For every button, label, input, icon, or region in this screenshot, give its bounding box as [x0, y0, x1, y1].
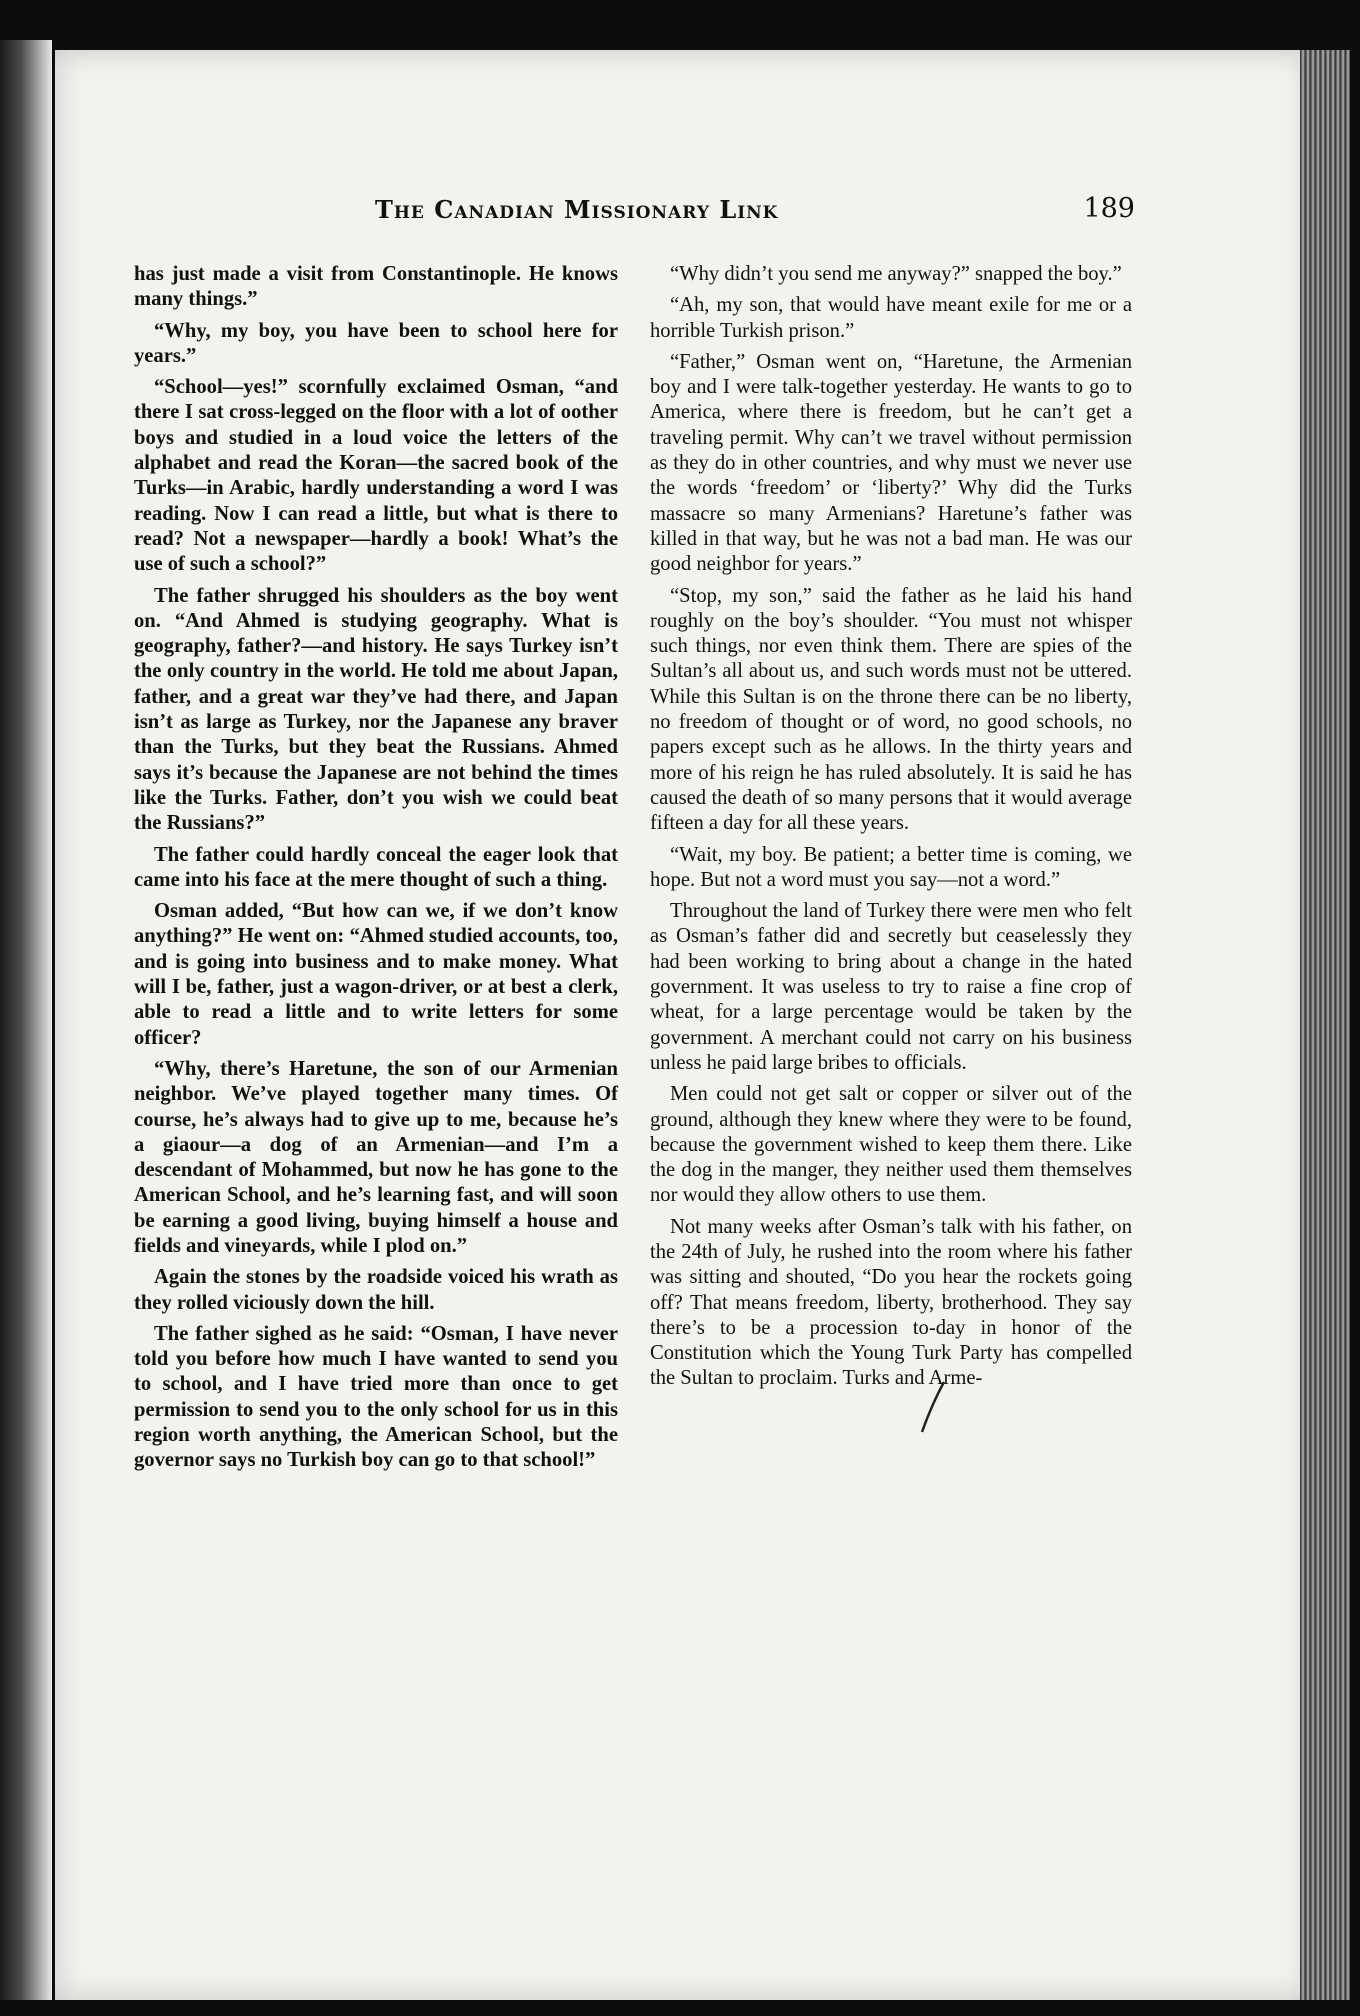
paragraph: Not many weeks after Osman’s talk with his father, on the 24th of July, he rushed into the room where his father was sitting and shouted, “Do you hear the rockets going off? That means freedom, liberty, brotherhood. They say there’s to be a procession to-day in honor of the Constitution which the Young Turk Party has compelled the Sultan to proclaim. Turks and Arme-	[650, 1215, 1132, 1390]
paragraph: The father sighed as he said: “Osman, I have never told you before how much I have wanted to send you to school, and I have tried more than once to get permission to send you to the only school for us in this region worth anything, the American School, but the governor says no Turkish boy can go to that school!”	[134, 1322, 618, 1472]
pen-mark	[918, 1380, 948, 1434]
paragraph: “Father,” Osman went on, “Haretune, the Armenian boy and I were talk-together yesterday. He wants to go to America, where there is freedom, but he can’t get a traveling permit. Why can’t we travel without permission as they do in other countries, and why must we never use the words ‘freedom’ or ‘liberty?’ Why did the Turks massacre so many Armenians? Haretune’s father was killed in that way, but he was not a bad man. He was our good neighbor for years.”	[650, 350, 1132, 576]
paragraph: Again the stones by the roadside voiced his wrath as they rolled viciously down the hill.	[134, 1266, 618, 1314]
paragraph: The father could hardly conceal the eager look that came into his face at the mere thought of such a thing.	[134, 843, 618, 891]
paragraph: has just made a visit from Constantinople. He knows many things.”	[134, 263, 618, 311]
paragraph: The father shrugged his shoulders as the boy went on. “And Ahmed is studying geography. What is geography, father?—and history. He says Turkey isn’t the only country in the world. He told me about Japan, father, and a great war they’ve had there, and Japan isn’t as large as Turkey, nor the Japanese any braver than the Turks, but they beat the Russians. Ahmed says it’s because the Japanese are not behind the times like the Turks. Father, don’t you wish we could beat the Russians?”	[134, 584, 618, 835]
paragraph: “Why, my boy, you have been to school here for years.”	[134, 319, 618, 367]
paragraph: Throughout the land of Turkey there were men who felt as Osman’s father did and secretly but ceaselessly they had been working to bring about a change in the hated government. It was useless to try to raise a fine crop of wheat, for a large percentage would be taken by the government. A merchant could not carry on his business unless he paid large bribes to officials.	[650, 900, 1132, 1074]
paragraph: “Why didn’t you send me anyway?” snapped the boy.”	[670, 263, 1122, 285]
paragraph: “Wait, my boy. Be patient; a better time is coming, we hope. But not a word must you say—not a word.”	[650, 843, 1132, 891]
running-title: The Canadian Missionary Link	[375, 195, 779, 224]
book-binding-edge	[0, 40, 52, 2000]
paragraph: “Ah, my son, that would have meant exile for me or a horrible Turkish prison.”	[650, 294, 1132, 342]
right-text-column	[650, 262, 1132, 1398]
page-number: 189	[1083, 193, 1135, 224]
paragraph: Men could not get salt or copper or silver out of the ground, although they knew where they were to be found, because the government wished to keep them there. Like the dog in the manger, they neither used them themselves nor would they allow others to use them.	[650, 1083, 1132, 1207]
paragraph: “Stop, my son,” said the father as he laid his hand roughly on the boy’s shoulder. “You must not whisper such things, nor even think them. There are spies of the Sultan’s all about us, and such words must not be uttered. While this Sultan is on the throne there can be no liberty, no freedom of thought or of word, no good schools, no papers except such as he allows. In the thirty years and more of his reign he has ruled absolutely. It is said he has caused the death of so many persons that it would average fifteen a day for all these years.	[650, 584, 1132, 835]
page-header	[375, 195, 1135, 235]
left-text-column	[134, 262, 618, 1480]
paragraph: “Why, there’s Haretune, the son of our Armenian neighbor. We’ve played together many times. Of course, he’s always had to give up to me, because he’s a giaour—a dog of an Armenian—and I’m a descendant of Mohammed, but now he has gone to the American School, and he’s learning fast, and will soon be earning a good living, buying himself a house and fields and vineyards, while I plod on.”	[134, 1057, 618, 1257]
paragraph: Osman added, “But how can we, if we don’t know anything?” He went on: “Ahmed studied accounts, too, and is going into business and to make money. What will I be, father, just a wagon-driver, or at best a clerk, able to read a little and to write letters for some officer?	[134, 900, 618, 1049]
paragraph: “School—yes!” scornfully exclaimed Osman, “and there I sat cross-legged on the floor with a lot of oother boys and studied in a loud voice the letters of the alphabet and read the Koran—the sacred book of the Turks—in Arabic, hardly understanding a word I was reading. Now I can read a little, but what is there to read? Not a newspaper—hardly a book! What’s the use of such a school?”	[134, 376, 618, 576]
page-stack-edges	[1300, 50, 1350, 2000]
